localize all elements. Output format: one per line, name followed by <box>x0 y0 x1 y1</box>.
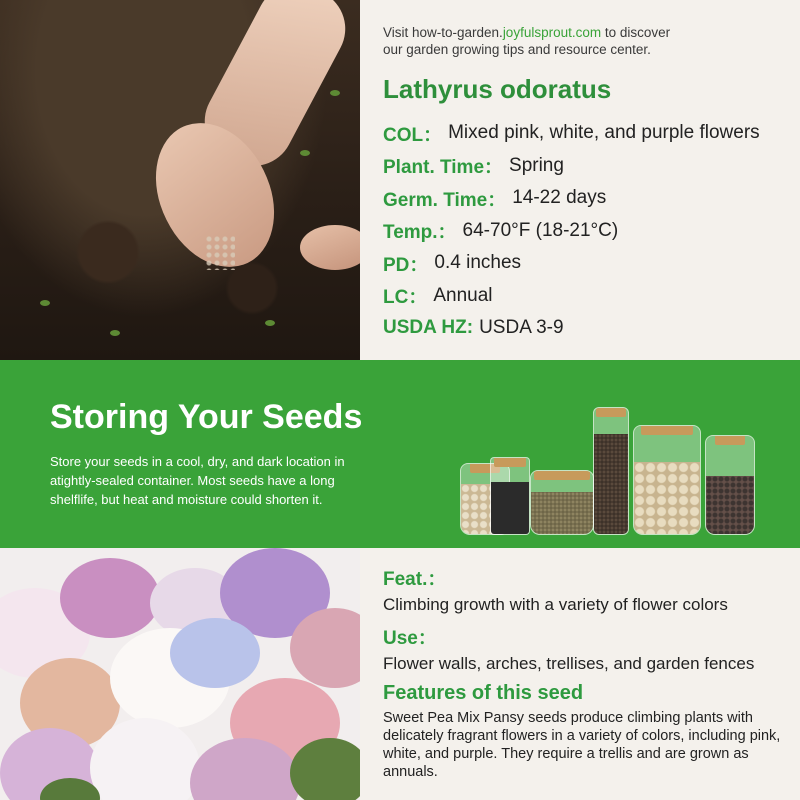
site-link[interactable]: joyfulsprout.com <box>502 25 602 40</box>
seed-jars-image <box>455 385 765 535</box>
plant-info-panel <box>383 24 793 345</box>
seed-features-title: Features of this seed <box>383 682 584 704</box>
use-value: Flower walls, arches, trellises, and garden fences <box>383 654 755 673</box>
visit-line2: our garden growing tips and resource center. <box>383 42 651 57</box>
spec-row-germ-time: Germ. Time： 14-22 days <box>383 187 607 211</box>
visit-suffix: to discover <box>601 25 671 40</box>
storing-banner <box>0 360 800 548</box>
feat-value: Climbing growth with a variety of flower colors <box>383 595 728 614</box>
spec-row-temp: Temp.： 64-70°F (18-21°C) <box>383 219 619 244</box>
bottom-section <box>0 548 800 800</box>
features-panel <box>383 564 793 781</box>
spec-row-usda-zone: USDA HZ: USDA 3-9 <box>383 317 564 339</box>
visit-prefix: Visit how-to-garden. <box>383 25 503 40</box>
soil-photo <box>0 0 360 360</box>
plant-name: Lathyrus odoratus <box>383 74 612 104</box>
spec-row-planting-depth: PD： 0.4 inches <box>383 252 522 276</box>
spec-row-life-cycle: LC： Annual <box>383 284 493 309</box>
spec-row-plant-time: Plant. Time： Spring <box>383 154 564 179</box>
visit-text <box>383 24 793 58</box>
feat-label: Feat.： <box>383 569 447 590</box>
spec-row-color: COL： Mixed pink, white, and purple flowers <box>383 122 760 146</box>
top-section <box>0 0 800 360</box>
sweet-pea-flowers-photo <box>0 548 360 800</box>
seed-features-description: Sweet Pea Mix Pansy seeds produce climbing plants with delicately fragrant flowers in a variety of colors, including pink, white, and purple. They require a trellis and are grown as annuals. <box>383 710 781 780</box>
storing-title: Storing Your Seeds <box>50 398 363 436</box>
use-label: Use： <box>383 628 437 649</box>
spec-list <box>383 117 793 345</box>
storing-text: Store your seeds in a cool, dry, and dark location in atightly-sealed container. Most seeds have a long shelflife, but heat and moisture could shorten it. <box>50 454 345 507</box>
